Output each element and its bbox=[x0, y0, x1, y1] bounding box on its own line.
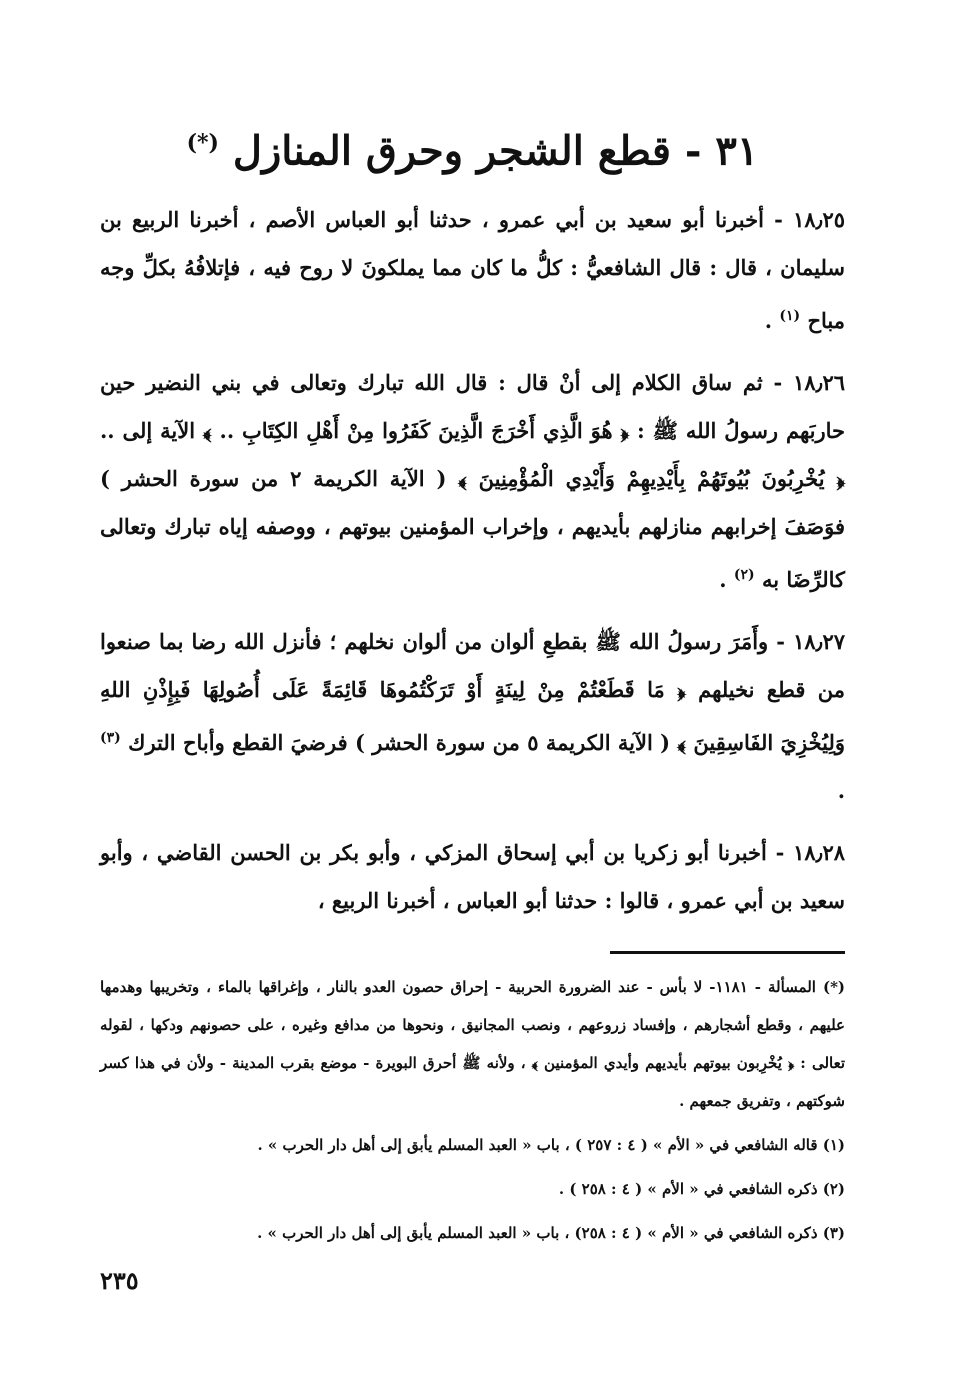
paragraph-number: ١٨٫٢٦ bbox=[793, 370, 845, 396]
footnotes bbox=[100, 968, 845, 1252]
paragraph-18-27 bbox=[100, 618, 845, 815]
paragraph-text: - أخبرنا أبو زكريا بن أبي إسحاق المزكي ، وأبو بكر بن الحسن القاضي ، وأبو سعيد بن أبي عمرو ، قالوا : حدثنا أبو العباس ، أخبرنا الربيع ، bbox=[100, 840, 845, 914]
paragraph-end: . bbox=[764, 308, 780, 334]
footnote-2: (٢) ذكره الشافعي في « الأم » ( ٤ : ٢٥٨ ) . bbox=[558, 1180, 845, 1199]
footnote-main: (*) المسألة - ١١٨١- لا بأس - عند الضرورة الحربية - إحراق حصون العدو بالنار ، وإغراقها بالماء ، وتخريبها وهدمها عليهم ، وقطع أشجارهم ، وإفساد زروعهم ، ونصب المجانيق ، ونحوها من مدافع وغيره ، على حصونهم ودكها ، لقوله تعالى : ﴿ يُخْرِبون بيوتهم بأيديهم وأيدي المؤمنين ﴾ ، ولأنه ﷺ أحرق البويرة - موضع بقرب المدينة - ولأن في هذا كسر شوكتهم ، وتفريق جمعهم . bbox=[100, 978, 846, 1111]
footnote-ref: (٢) bbox=[733, 567, 755, 584]
paragraph-number: ١٨٫٢٥ bbox=[793, 207, 845, 233]
footnote-ref: (٣) bbox=[100, 730, 121, 747]
page-number: ٢٣٥ bbox=[100, 1266, 139, 1296]
chapter-footnote-mark: (*) bbox=[186, 130, 219, 156]
paragraph-18-26 bbox=[100, 359, 845, 604]
footnote-divider bbox=[610, 951, 845, 954]
footnote-ref: (١) bbox=[779, 308, 801, 325]
paragraph-end: . bbox=[719, 567, 734, 593]
paragraph-end: . bbox=[837, 778, 845, 804]
footnote-1: (١) قاله الشافعي في « الأم » ( ٤ : ٢٥٧ ) ، باب « العبد المسلم يأبق إلى أهل دار الحرب » . bbox=[257, 1136, 845, 1155]
paragraph-text: - وأَمَرَ رسولُ الله ﷺ بقطعِ ألوان من ألوان نخلهم ؛ فأنزل الله رضا بما صنعوا من قطع نخيلهم ﴿ مَا قَطَعْتُمْ مِنْ لِينَةٍ أَوْ تَرَكْتُمُوهَا قَائِمَةً عَلَى أُصُولِهَا فَبِإِذْنِ اللهِ وَلِيُخْزِيَ الفَاسِقِينَ ﴾ ( الآية الكريمة ٥ من سورة الحشر ) فرضيَ القطع وأباح الترك bbox=[100, 629, 846, 756]
paragraph-text: - ثم ساق الكلام إلى أنْ قال : قال الله تبارك وتعالى في بني النضير حين حاربَهم رسولُ الله ﷺ : ﴿ هُوَ الَّذِي أَخْرَجَ الَّذِينَ كَفَرُوا مِنْ أَهْلِ الكِتَابِ .. ﴾ الآية إلى .. ﴿ يُخْرِبُونَ بُيُوتَهُمْ بِأَيْدِيهِمْ وَأَيْدِي الْمُؤْمِنِينَ ﴾ ( الآية الكريمة ٢ من سورة الحشر ) فوَصَفَ إخرابهم منازلهم بأيديهم ، وإخراب المؤمنين بيوتهم ، ووصفه إياه تبارك وتعالى كالرِّضَا به bbox=[100, 370, 846, 593]
paragraph-number: ١٨٫٢٧ bbox=[793, 629, 845, 655]
paragraph-number: ١٨٫٢٨ bbox=[793, 840, 845, 866]
paragraph-18-25 bbox=[100, 196, 845, 345]
chapter-title-text: ٣١ - قطع الشجر وحرق المنازل bbox=[232, 127, 759, 175]
paragraph-text: - أخبرنا أبو سعيد بن أبي عمرو ، حدثنا أبو العباس الأصم ، أخبرنا الربيع بن سليمان ، قال : قال الشافعيُّ : كلُّ ما كان مما يملكونَ لا روح فيه ، فإتلافُهُ بكلِّ وجه مباح bbox=[100, 207, 845, 334]
footnote-3: (٣) ذكره الشافعي في « الأم » ( ٤ : ٢٥٨) ، باب « العبد المسلم يأبق إلى أهل دار الحرب » . bbox=[257, 1224, 845, 1243]
chapter-title bbox=[100, 114, 845, 180]
paragraph-18-28 bbox=[100, 829, 845, 925]
book-page bbox=[100, 100, 845, 1296]
